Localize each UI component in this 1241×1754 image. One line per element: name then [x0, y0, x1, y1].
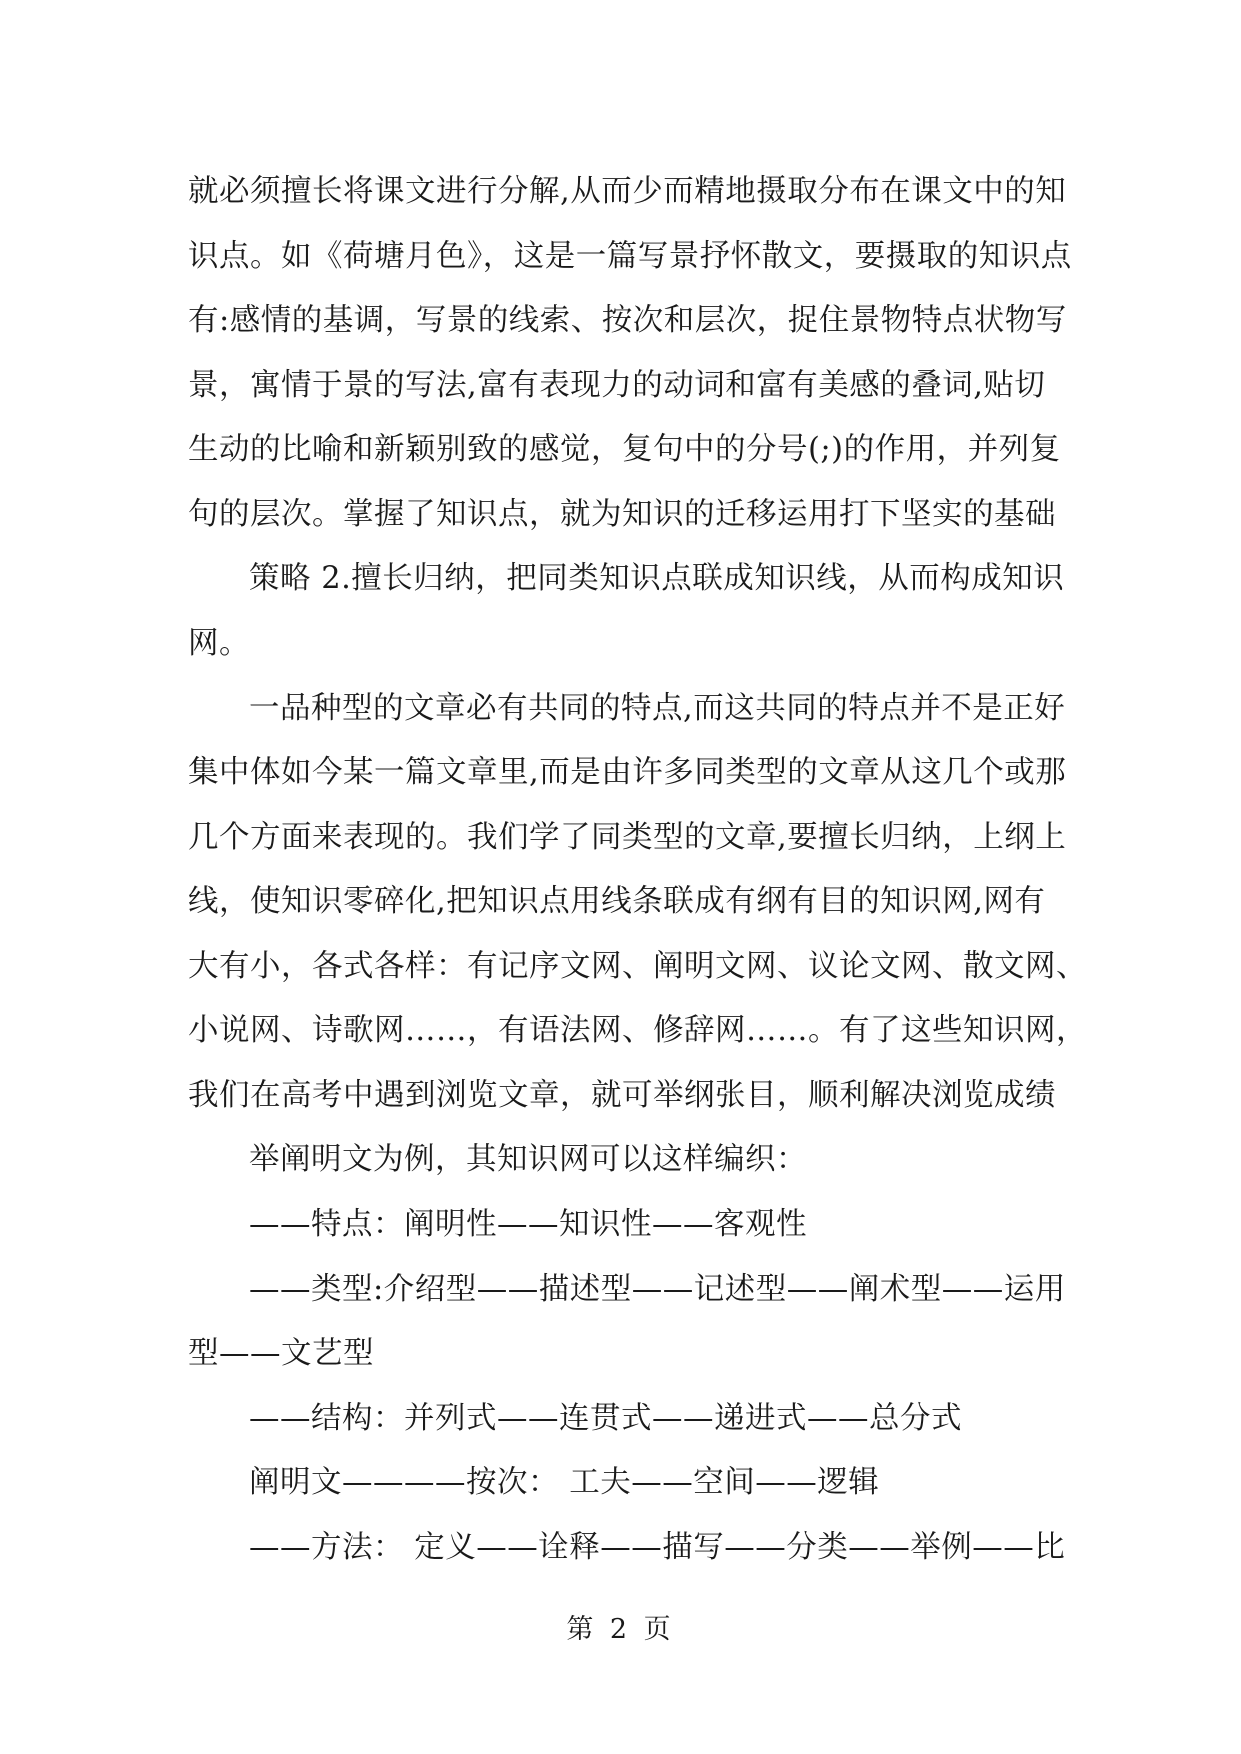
text-line: 我们在高考中遇到浏览文章，就可举纲张目，顺利解决浏览成绩 [188, 1078, 1056, 1113]
text-line: 生动的比喻和新颖别致的感觉，复句中的分号(;)的作用，并列复 [188, 432, 1061, 467]
outline-item: ——结构：并列式——连贯式——递进式——总分式 [249, 1401, 962, 1436]
text-line: 景，寓情于景的写法,富有表现力的动词和富有美感的叠词,贴切 [188, 368, 1046, 403]
text-line: 大有小，各式各样：有记序文网、阐明文网、议论文网、散文网、 [188, 949, 1087, 984]
text-line: 型——文艺型 [188, 1336, 374, 1371]
text-line: 就必须擅长将课文进行分解,从而少而精地摄取分布在课文中的知 [188, 174, 1067, 209]
text-line: 网。 [188, 626, 250, 661]
outline-item: 阐明文————按次： 工夫——空间——逻辑 [249, 1465, 880, 1500]
text-line: 句的层次。掌握了知识点，就为知识的迁移运用打下坚实的基础 [188, 497, 1056, 532]
page-number: 第 2 页 [566, 1614, 675, 1645]
text-line: 几个方面来表现的。我们学了同类型的文章,要擅长归纳，上纲上 [188, 820, 1067, 855]
text-line: 识点。如《荷塘月色》，这是一篇写景抒怀散文，要摄取的知识点 [188, 239, 1072, 274]
paragraph-first-line: 举阐明文为例，其知识网可以这样编织： [249, 1142, 807, 1177]
outline-item: ——类型:介绍型——描述型——记述型——阐术型——运用 [249, 1272, 1066, 1307]
text-line: 小说网、诗歌网……，有语法网、修辞网……。有了这些知识网， [188, 1013, 1087, 1048]
outline-item: ——方法： 定义——诠释——描写——分类——举例——比 [249, 1530, 1066, 1565]
paragraph-first-line: 策略 2.擅长归纳，把同类知识点联成知识线，从而构成知识 [249, 561, 1065, 596]
text-line: 线，使知识零碎化,把知识点用线条联成有纲有目的知识网,网有 [188, 884, 1046, 919]
text-line: 有:感情的基调，写景的线索、按次和层次，捉住景物特点状物写 [188, 303, 1067, 338]
paragraph-first-line: 一品种型的文章必有共同的特点,而这共同的特点并不是正好 [249, 691, 1066, 726]
text-line: 集中体如今某一篇文章里,而是由许多同类型的文章从这几个或那 [188, 755, 1067, 790]
outline-item: ——特点：阐明性——知识性——客观性 [249, 1207, 807, 1242]
